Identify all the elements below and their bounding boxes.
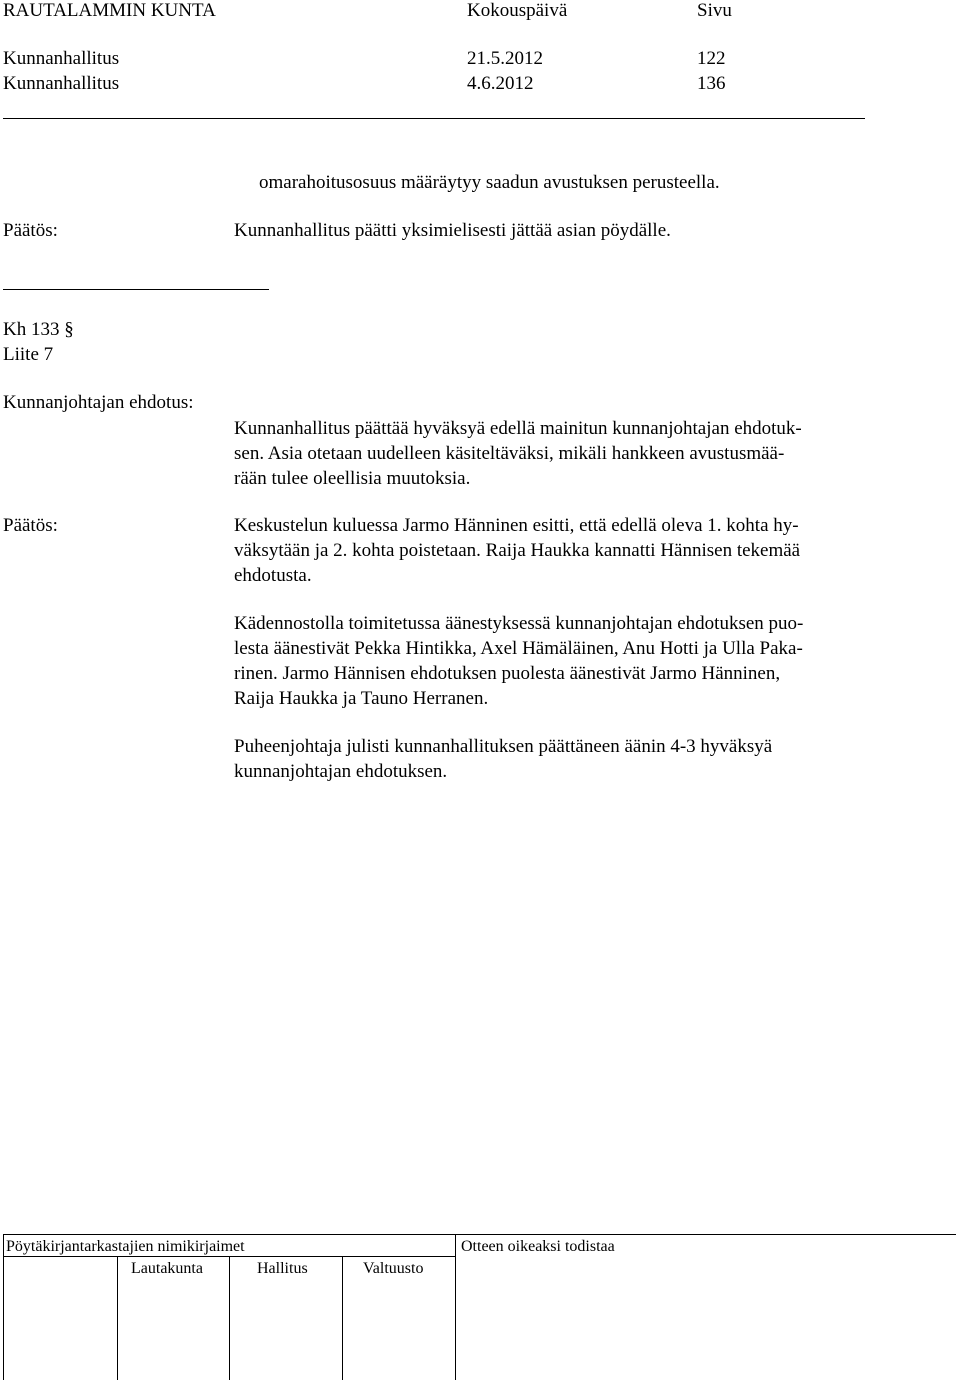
decision-paragraph-2 xyxy=(234,611,874,711)
meeting-body: Kunnanhallitus xyxy=(3,73,120,94)
footer-divider xyxy=(455,1234,456,1380)
meeting-page: 136 xyxy=(697,73,726,94)
continuation-text: omarahoitusosuus määräytyy saadun avustuksen perusteella. xyxy=(259,172,720,193)
text-line: Raija Haukka ja Tauno Herranen. xyxy=(234,688,489,709)
header-rule xyxy=(3,118,865,119)
footer-council-label: Valtuusto xyxy=(363,1260,424,1277)
text-line: Kunnanhallitus päättää hyväksyä edellä mainitun kunnanjohtajan ehdotuk- xyxy=(234,418,802,439)
footer-border-left xyxy=(3,1234,4,1380)
municipality-name: RAUTALAMMIN KUNTA xyxy=(3,0,216,21)
footer-certified: Otteen oikeaksi todistaa xyxy=(461,1238,615,1255)
section-separator xyxy=(3,289,269,290)
text-line: sen. Asia otetaan uudelleen käsiteltäväksi, mikäli hankkeen avustusmää- xyxy=(234,443,785,464)
footer-board-label: Lautakunta xyxy=(131,1260,203,1277)
text-line: rinen. Jarmo Hännisen ehdotuksen puolesta äänestivät Jarmo Hänninen, xyxy=(234,663,781,684)
decision-label: Päätös: xyxy=(3,515,58,536)
text-line: Kädennostolla toimitetussa äänestyksessä kunnanjohtajan ehdotuksen puo- xyxy=(234,613,804,634)
footer-top-rule xyxy=(3,1234,956,1235)
header-date-label: Kokouspäivä xyxy=(467,0,568,21)
item-attachment: Liite 7 xyxy=(3,344,54,365)
proposal-label: Kunnanjohtajan ehdotus: xyxy=(3,392,194,413)
decision-paragraph-1 xyxy=(234,513,874,588)
text-line: rään tulee oleellisia muutoksia. xyxy=(234,468,471,489)
decision-paragraph-3 xyxy=(234,734,874,784)
text-line: kunnanjohtajan ehdotuksen. xyxy=(234,761,448,782)
decision-label: Päätös: xyxy=(3,220,58,241)
text-line: Puheenjohtaja julisti kunnanhallituksen päättäneen äänin 4-3 hyväksyä xyxy=(234,736,773,757)
text-line: Keskustelun kuluessa Jarmo Hänninen esitti, että edellä oleva 1. kohta hy- xyxy=(234,515,799,536)
meeting-date: 4.6.2012 xyxy=(467,73,534,94)
header-page-label: Sivu xyxy=(697,0,732,21)
text-line: väksytään ja 2. kohta poistetaan. Raija Haukka kannatti Hännisen tekemää xyxy=(234,540,801,561)
decision-text: Kunnanhallitus päätti yksimielisesti jättää asian pöydälle. xyxy=(234,220,671,241)
footer-divider xyxy=(342,1256,343,1380)
footer-government-label: Hallitus xyxy=(257,1260,308,1277)
footer-divider xyxy=(117,1256,118,1380)
proposal-paragraph xyxy=(234,416,874,491)
meeting-body: Kunnanhallitus xyxy=(3,48,120,69)
footer-divider xyxy=(229,1256,230,1380)
text-line: ehdotusta. xyxy=(234,565,312,586)
text-line: lesta äänestivät Pekka Hintikka, Axel Hämäläinen, Anu Hotti ja Ulla Paka- xyxy=(234,638,803,659)
meeting-page: 122 xyxy=(697,48,726,69)
footer-initials-title: Pöytäkirjantarkastajien nimikirjaimet xyxy=(6,1238,245,1255)
item-number: Kh 133 § xyxy=(3,319,74,340)
meeting-date: 21.5.2012 xyxy=(467,48,543,69)
